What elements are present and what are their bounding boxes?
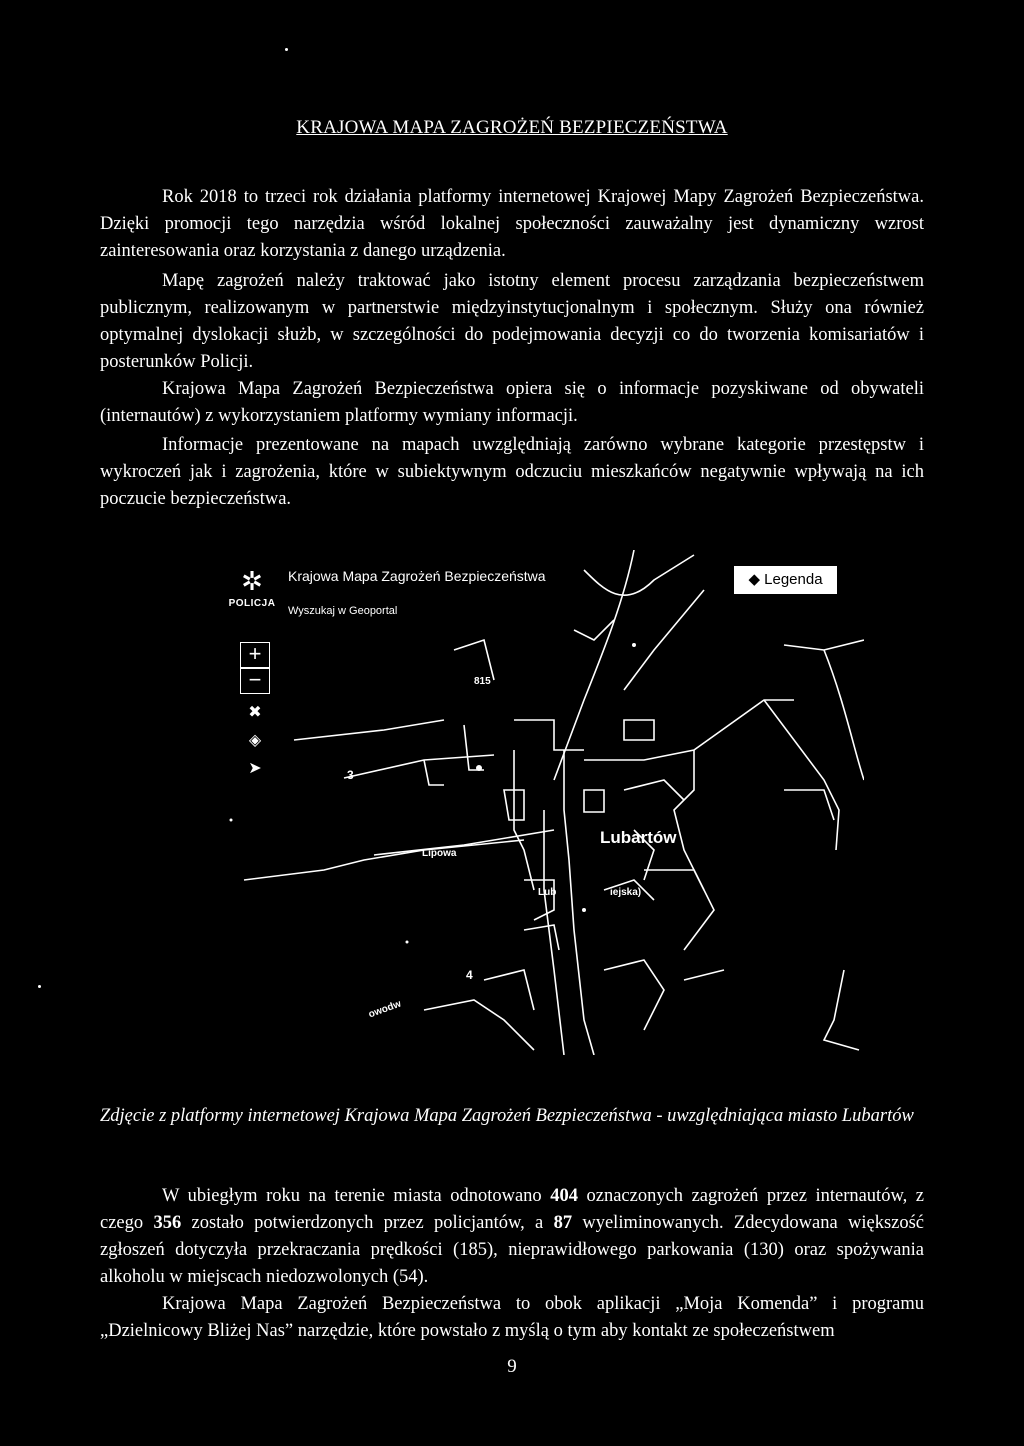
legend-label: Legenda xyxy=(764,571,823,588)
speck xyxy=(285,48,288,51)
street-label: iejska) xyxy=(610,887,642,898)
map-roads xyxy=(224,550,864,1055)
reported-count: 404 xyxy=(550,1186,578,1206)
map-screenshot xyxy=(224,550,864,1055)
locate-icon[interactable]: ◈ xyxy=(248,730,262,749)
figure-caption: Zdjęcie z platformy internetowej Krajowa Mapa Zagrożeń Bezpieczeństwa - uwzględniająca miasto Lubartów xyxy=(100,1106,914,1126)
street-label: Lub xyxy=(538,887,557,898)
city-label: Lubartów xyxy=(600,828,677,847)
page-title: KRAJOWA MAPA ZAGROŻEŃ BEZPIECZEŃSTWA xyxy=(296,117,728,138)
street-label: owodw xyxy=(367,998,403,1021)
paragraph: Informacje prezentowane na mapach uwzględniają zarówno wybrane kategorie przestępstw i wykroczeń jak i zagrożenia, które w subiektywnym odczuciu mieszkańców negatywnie wpływają na ich poczucie bezpieczeństwa. xyxy=(100,435,924,509)
confirmed-count: 356 xyxy=(153,1213,182,1233)
police-logo-label: POLICJA xyxy=(228,598,276,609)
street-label: Lipowa xyxy=(422,848,457,859)
paragraph: Rok 2018 to trzeci rok działania platformy internetowej Krajowej Mapy Zagrożeń Bezpieczeństwa. Dzięki promocji tego narzędzia wśród lokalnej społeczności zauważalny jest dynamiczny wzrost zainteresowania oraz korzystania z danego urządzenia. xyxy=(100,187,924,261)
geoportal-search-link[interactable]: Wyszukaj w Geoportal xyxy=(288,605,398,617)
speck xyxy=(38,985,41,988)
fullscreen-icon[interactable]: ✖ xyxy=(248,702,262,721)
paragraph: Krajowa Mapa Zagrożeń Bezpieczeństwa opiera się o informacje pozyskiwane od obywateli (internautów) z wykorzystaniem platformy wymiany informacji. xyxy=(100,379,924,426)
layers-icon: ◆ xyxy=(748,571,760,588)
paragraph: Krajowa Mapa Zagrożeń Bezpieczeństwa to obok aplikacji „Moja Komenda” i programu „Dzielnicowy Bliżej Nas” narzędzie, które powstało z myślą o tym aby kontakt ze społeczeństwem xyxy=(100,1294,924,1341)
police-star-icon: ✲ xyxy=(241,566,263,596)
road-label: 3 xyxy=(347,768,354,782)
zoom-out-button[interactable]: − xyxy=(240,668,270,694)
paragraph: Mapę zagrożeń należy traktować jako istotny element procesu zarządzania bezpieczeństwem publicznym, realizowanym w partnerstwie międzyinstytucjonalnym i społecznym. Służy ona również optymalnej dyslokacji służb, w szczególności do podejmowania decyzji co do tworzenia komisariatów i posterunków Policji. xyxy=(100,271,924,372)
stats-paragraph: W ubiegłym roku na terenie miasta odnotowano 404 oznaczonych zagrożeń przez internautów, z czego 356 zostało potwierdzonych przez policjantów, a 87 wyeliminowanych. Zdecydowana większość zgłoszeń dotyczyła przekraczania prędkości (185), nieprawidłowego parkowania (130) oraz spożywania alkoholu w miejscach niedozwolonych (54). xyxy=(100,1186,925,1287)
eliminated-count: 87 xyxy=(553,1213,573,1233)
road-label: 815 xyxy=(474,676,491,687)
map-title: Krajowa Mapa Zagrożeń Bezpieczeństwa xyxy=(288,568,546,584)
legend-button[interactable] xyxy=(734,566,837,594)
page-number: 9 xyxy=(507,1356,517,1377)
pointer-icon[interactable]: ➤ xyxy=(248,758,262,777)
road-label: 4 xyxy=(466,968,473,982)
zoom-in-button[interactable]: + xyxy=(240,642,270,668)
police-logo xyxy=(228,564,276,630)
